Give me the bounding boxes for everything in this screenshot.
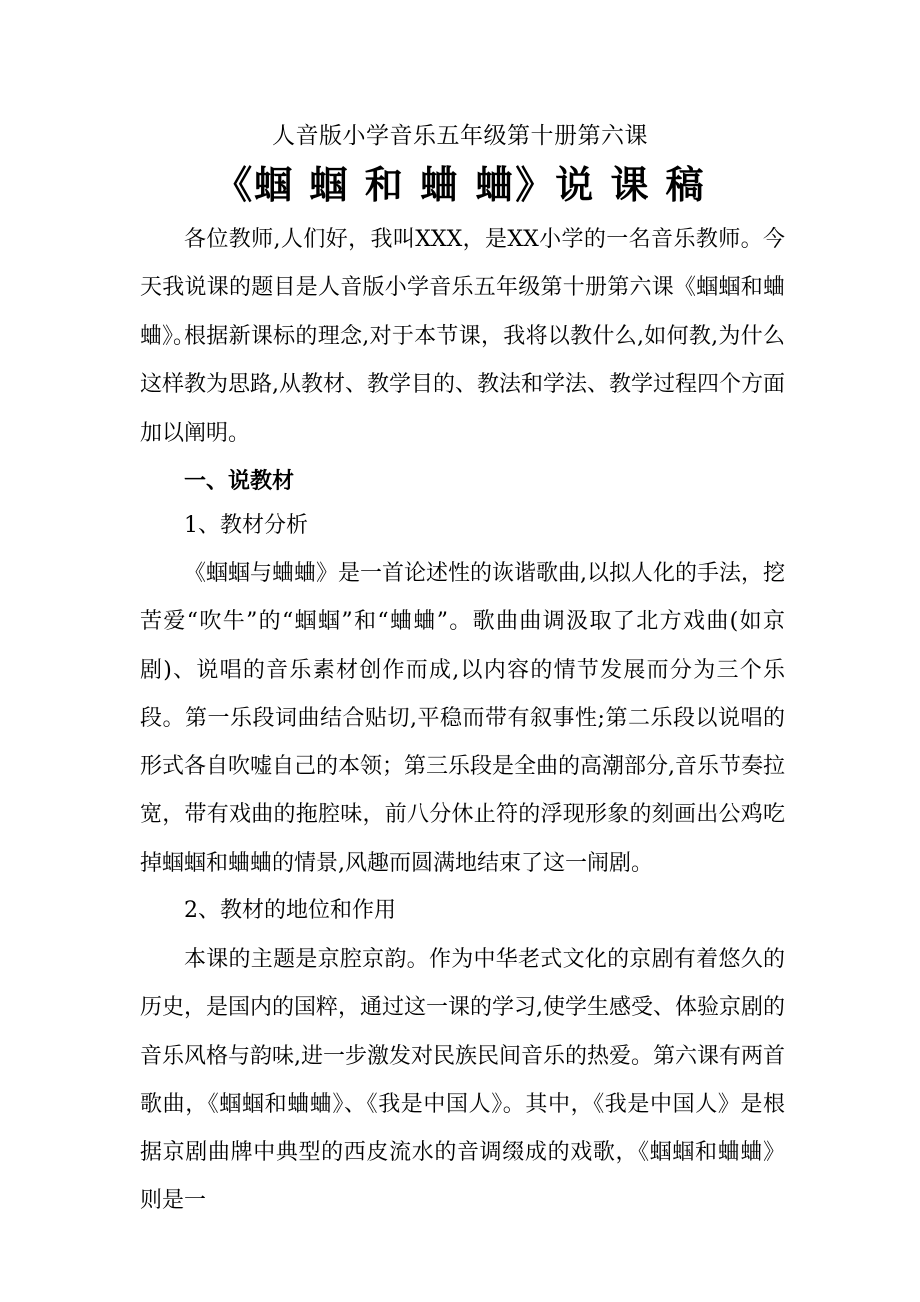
document-subtitle: 人音版小学音乐五年级第十册第六课 — [272, 123, 648, 149]
analysis-paragraph: 《蝈蝈与蛐蛐》是一首论述性的诙谐歌曲,以拟人化的手法，挖苦爱“吹牛”的“蝈蝈”和“蛐蛐”。歌曲曲调汲取了北方戏曲(如京剧)、说唱的音乐素材创作而成,以内容的情节发展而分为三个乐段。第一乐段词曲结合贴切,平稳而带有叙事性;第二乐段以说唱的形式各自吹嘘自己的本领；第三乐段是全曲的高潮部分,音乐节奏拉宽，带有戏曲的拖腔味，前八分休止符的浮现形象的刻画出公鸡吃掉蝈蝈和蛐蛐的情景,风趣而圆满地结束了这一闹剧。 — [140, 561, 785, 876]
intro-paragraph-1: 各位教师,人们好，我叫XXX，是XX小学的一名音乐教师。今天我说课的题目是人音版小学音乐五年级第十册第六课《蝈蝈和蛐蛐》。 — [140, 227, 785, 349]
role-paragraph: 本课的主题是京腔京韵。作为中华老式文化的京剧有着悠久的历史，是国内的国粹，通过这一课的学习,使学生感受、体验京剧的音乐风格与韵味,进一步激发对民族民间音乐的热爱。第六课有两首歌曲，《蝈蝈和蛐蛐》、《我是中国人》。其中，《我是中国人》是根据京剧曲牌中典型的西皮流水的音调缀成的戏歌，《蝈蝈和蛐蛐》则是一 — [140, 947, 785, 1214]
intro-paragraph-2: 根据新课标的理念,对于本节课，我将以教什么,如何教,为什么这样教为思路,从教材、教学目的、教法和学法、教学过程四个方面加以阐明。 — [140, 324, 785, 446]
subsection-heading-analysis: 1、教材分析 — [184, 513, 308, 538]
subsection-heading-role: 2、教材的地位和作用 — [184, 898, 396, 923]
section-heading-materials: 一、说教材 — [184, 468, 295, 494]
document-title: 《蝈 蝈 和 蛐 蛐》说 课 稿 — [214, 162, 706, 207]
